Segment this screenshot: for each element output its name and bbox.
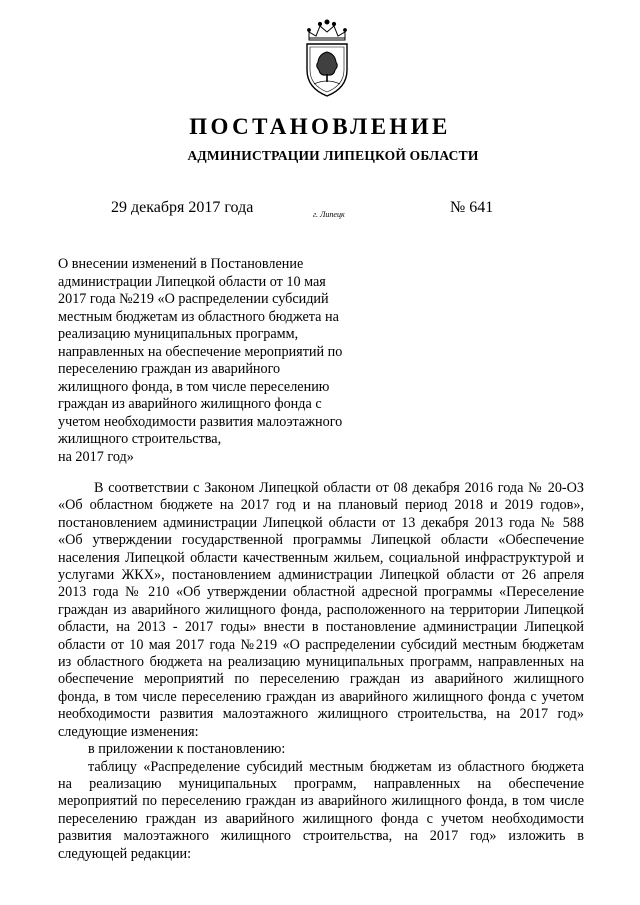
body-line: «Об областном бюджете на 2017 год и на плановый период 2018 и 2019 годов», xyxy=(58,497,584,514)
body-line: населения Липецкой области качественным жильем, социальной инфраструктурой и xyxy=(58,549,584,566)
body-line: следующей редакции: xyxy=(58,845,192,862)
document-number: № 641 xyxy=(450,199,494,216)
body-line: мероприятий по переселению граждан из аварийного жилищного фонда, в том числе xyxy=(58,793,584,810)
heading-line: на 2017 год» xyxy=(58,448,134,465)
body-line: обеспечение мероприятий по переселению граждан из аварийного жилищного xyxy=(58,671,584,688)
heading-line: местным бюджетам из областного бюджета на xyxy=(58,308,339,325)
body-line: услугами ЖКХ», постановлением администрации Липецкой области от 26 апреля xyxy=(58,567,584,584)
body-line: следующие изменения: xyxy=(58,723,199,740)
document-subtitle: АДМИНИСТРАЦИИ ЛИПЕЦКОЙ ОБЛАСТИ xyxy=(187,148,479,163)
heading-line: реализацию муниципальных программ, xyxy=(58,326,299,342)
body-line: на реализацию муниципальных программ, направленных на обеспечение xyxy=(58,775,584,792)
document-title: ПОСТАНОВЛЕНИЕ xyxy=(189,114,451,139)
document-heading xyxy=(58,256,368,466)
heading-line: жилищного строительства, xyxy=(58,431,222,447)
body-line: В соответствии с Законом Липецкой области от 08 декабря 2016 года № 20-ОЗ xyxy=(94,480,584,496)
heading-line: администрации Липецкой области от 10 мая xyxy=(58,273,326,290)
body-line: фонда, в том числе переселению граждан из аварийного жилищного фонда с учетом xyxy=(58,688,584,705)
body-line: постановлением администрации Липецкой области от 13 декабря 2013 года № 588 xyxy=(58,514,584,531)
body-line: из областного бюджета на реализацию муниципальных программ, направленных на xyxy=(58,654,584,671)
body-line: переселению граждан из аварийного жилищного фонда с учетом необходимости xyxy=(58,810,584,827)
coat-of-arms-icon xyxy=(300,18,354,100)
body-line: области от 10 мая 2017 года №219 «О распределении субсидий местным бюджетам xyxy=(58,636,584,653)
heading-line: учетом необходимости развития малоэтажного xyxy=(58,413,343,430)
heading-line: переселению граждан из аварийного xyxy=(58,361,281,377)
document-body xyxy=(58,480,584,863)
document-date: 29 декабря 2017 года xyxy=(111,199,254,216)
heading-line: жилищного фонда, в том числе переселению xyxy=(58,378,330,395)
body-line: развития малоэтажного жилищного строительства, на 2017 год» изложить в xyxy=(58,828,584,845)
heading-line: граждан из аварийного жилищного фонда с xyxy=(58,396,322,412)
body-line: необходимости развития малоэтажного жилищного строительства, на 2017 год» xyxy=(58,706,584,723)
body-line: граждан из аварийного жилищного фонда, расположенного на территории Липецкой xyxy=(58,601,584,618)
body-line: 2013 года № 210 «Об утверждении областной адресной программы «Переселение xyxy=(58,584,584,601)
heading-line: направленных на обеспечение мероприятий по xyxy=(58,343,343,360)
heading-line: О внесении изменений в Постановление xyxy=(58,256,304,272)
body-line: таблицу «Распределение субсидий местным бюджетам из областного бюджета xyxy=(88,758,584,775)
document-city: г. Липецк xyxy=(313,210,345,219)
body-line: «Об утверждении государственной программы Липецкой области «Обеспечение xyxy=(58,532,584,549)
heading-line: 2017 года №219 «О распределении субсидий xyxy=(58,291,329,307)
body-line: в приложении к постановлению: xyxy=(88,741,286,758)
body-line: области, на 2013 - 2017 годы» внести в постановление администрации Липецкой xyxy=(58,619,584,636)
